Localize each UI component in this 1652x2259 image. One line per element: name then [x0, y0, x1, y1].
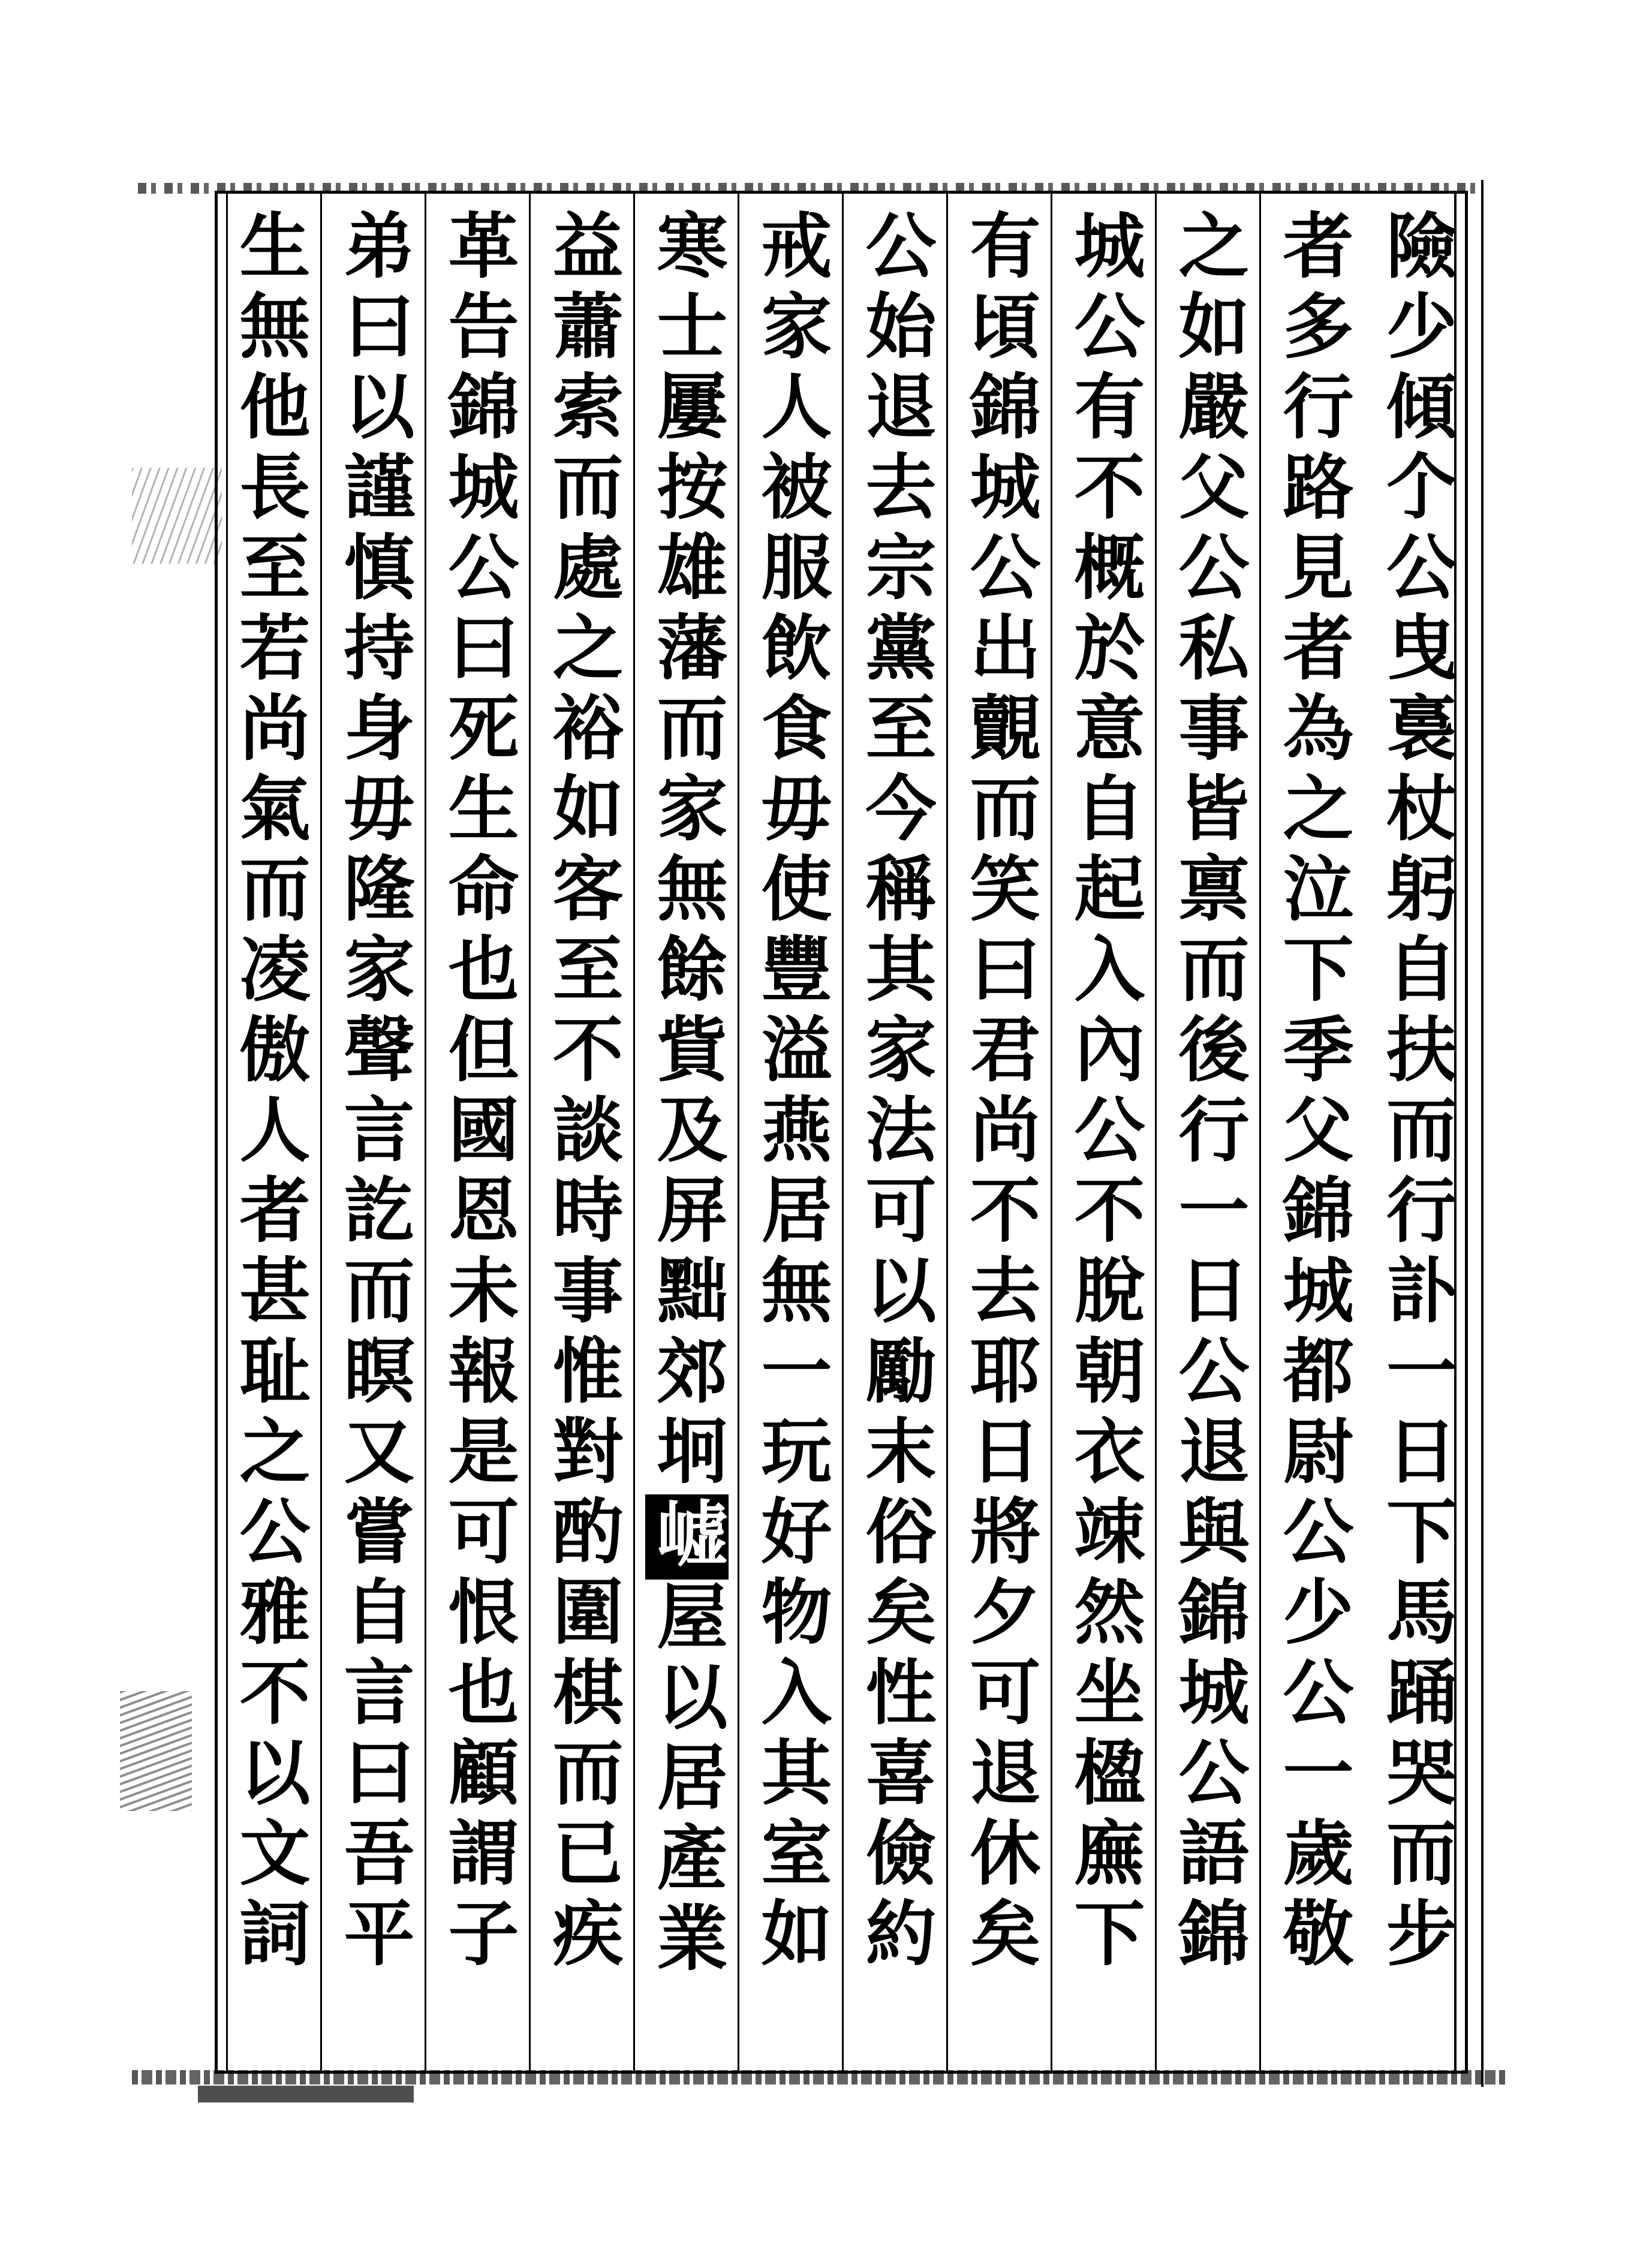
column-text: 革告錦城公曰死生命也但國恩未報是可恨也顧謂子: [436, 209, 520, 1977]
text-column-r10: [425, 191, 529, 2074]
highlighted-character: 㠊: [645, 1494, 729, 1580]
column-text-tail: 屋以居產業: [645, 1580, 729, 1981]
column-text: 生無他長至若尚氣而凌傲人者甚耻之公雅不以文詞: [227, 209, 311, 1977]
column-text: 險少傾𠆤公曳裛杖躬自扶而行訃一日下馬踊哭而步: [1374, 209, 1458, 1977]
column-text: 之如嚴父公私事皆禀而後行一日公退與錦城公語錦: [1166, 209, 1250, 1977]
text-column-r1: [1364, 191, 1468, 2074]
text-column-r4: [1051, 191, 1155, 2074]
column-text: 弟曰以謹慎持身毋隆家聲言訖而瞑又嘗自言曰吾平: [332, 209, 416, 1977]
column-text: 者多行路見者為之泣下季父錦城都尉公少公一歲敬: [1271, 209, 1355, 1977]
text-column-r11: [320, 191, 425, 2074]
column-text: 城公有不概於意自起入內公不脫朝衣竦然坐楹廡下: [1062, 209, 1146, 1977]
text-column-r8: [633, 191, 738, 2074]
column-text: 有頃錦城公出覿而笑曰君尚不去耶日將夕可退休矣: [958, 209, 1042, 1977]
text-column-r3: [1155, 191, 1259, 2074]
column-text: [645, 191, 729, 1981]
text-column-r5: [946, 191, 1051, 2074]
column-text: 益蕭索而處之裕如客至不談時事惟對酌圍棋而已疾: [540, 209, 624, 1977]
column-text: 戒家人被服飲食毋使豐溢燕居無一玩好物入其室如: [749, 209, 833, 1977]
text-column-r2: [1259, 191, 1364, 2074]
column-text: 公始退去宗黨至今稱其家法可以勵末俗矣性喜儉約: [853, 209, 937, 1977]
text-column-r9: [529, 191, 633, 2074]
column-text-head: 寒士屢按雄藩而家無餘貲及屏黜郊坰: [645, 209, 729, 1494]
text-column-r6: [842, 191, 946, 2074]
text-column-r12: [216, 191, 320, 2074]
text-column-r7: [738, 191, 842, 2074]
